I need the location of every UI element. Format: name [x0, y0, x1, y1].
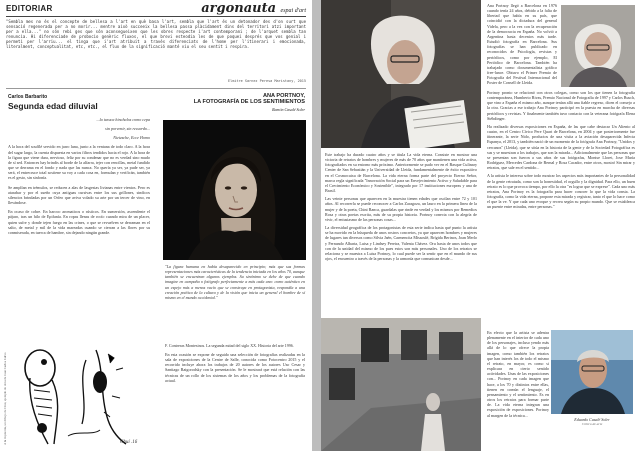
author-portrait-illustration [551, 330, 633, 414]
drawing-illustration [8, 340, 148, 448]
paragraph: En efecto que la artista se adentra plenamente en el interior de cada uno de los personajes, incluso yendo más allá de lo que ofrece la propia imagen, como también los retratos que han interés los de todo el mismo el retrato, en mayor, es como si explicara en cierto sentido actividades. Unas de las exposiciones con... Portnoy en cada imagen que hace, a los 70 y distintos entre ellas, tienen en común el lenguaje, el pensamiento y el sentimiento. Es en otros los retratos para formar parte de. La vida eterna integran una exposición de exposiciones. Portnoy al margen de la técnica... [487, 330, 549, 418]
right-article-byline: Ramón Casalé Soler [272, 107, 305, 112]
paragraph: En ocaso de cobre. En haroco aromaticos o rústicos. En sumersión, ascendente el pájaro, tras un hilo de Epifanía. En ropas llenas de rocío cuando mira de un placer, quien sufre y donde tejen fuego en las crines, o que se revuelven se derraman en el salto, de metal y mil de la vida mareadas cuando se cierran a las flores por su conmiserada, en tuerca de hambre, sin dejando ningún grande. [8, 209, 150, 235]
right-page [321, 0, 638, 451]
right-article-column-c [487, 90, 635, 212]
caption-name: Eduardo Casalé Soler [574, 417, 610, 422]
paragraph: La diversidad geográfica de los protagonistas de esta serie indica hasta qué punto la artista se ha movido en la búsqueda de unos rostros concretos, ya que aparecen hombres y mujeres de lugares tan diversos como Silvia Jaén, Carmencita Missoulé, Brígida Berinos, Joan Merlo y Fernando Albarta, Luisa y Lindsey Pereira, Valenta Chávez. Oru hasta de unos todos que con de la unidad del mismo de los pues estos son más personales. Uno de los retratos se relaciona y se muestra a Luisa Portnoy, lo cual puede ser la sentir que en el mundo de sus ojos, el encuentro a través de la personas y la armonía que comunican desde... [325, 225, 478, 261]
right-article-title [160, 93, 305, 106]
right-article-column-d [487, 330, 549, 418]
brand-name: argonauta [201, 1, 277, 16]
portrait-photo [163, 120, 306, 260]
elderly-portrait-illustration [561, 5, 635, 87]
paragraph: Se amplían en trémulos, se reducen a alas de lasgestas livianas entre vientos. Pero es atarabar y por el sueño cuya antiguas cursivas entre los sus grillones, sindicos silencios brindadas por un Orfeo que aviva volado su arte por un tercer de vino, en llevándose. [8, 184, 150, 206]
left-page [0, 0, 312, 451]
photo-illustration [321, 0, 481, 148]
photo-woman-reading [321, 0, 481, 148]
header-rule [6, 16, 306, 17]
paragraph: Las veinte personas que aparecen en la muestra tienen edades que oscilan entre 72 y 101 años. Al recorrerla se puede reconocer a Carlos Zaragoza, un lauro en la primera línea de la mujer y de la poeta, Chini Ranca, guardalas que rinde en verdad y los mismos por Remedios Rosa y otras poetas escrita, más de su propia historia. Portnoy conecta con la alegría de vivir, el entusiasmo de las personas cosas... [325, 196, 477, 222]
ink-drawing [8, 340, 148, 448]
section-divider [6, 88, 306, 89]
brand-subtitle: espai d'art [280, 8, 306, 14]
paragraph: En esta ocasión se expone de seguido una selección de fotografías realizadas en la sala de exposiciones de la Centre de Salle, conocida como Fotocentro 2015 y el recorrido incluye ahora los trabajos de 20 autores de los autores Uso Cesar y Santiago Raigorodsky con la presentación. Se le mostrará que está relación con las técnicas de un rollo de los sistemas de los años y los problemas de la fotografía actual. [165, 352, 305, 383]
epigraph-line-2: sin porvenir, sin recuerdo... [105, 126, 150, 132]
page-gutter [312, 0, 321, 451]
drawing-signature: Chuí .16 [120, 440, 138, 445]
paragraph: Ana Portnoy llegó a Barcelona en 1976 cuando tenía 24 años, debido a la falta de libertad que había en su país, que coincidió con la dictadura del general Videla, pero a la vez con la recuperación de la democracia en España. No volvió a Argentina hasta decenios más tarde. Estudió fotografía en Barcelona. Sus fotografías se han publicado en reconocidos de Psicología, revistas y periódicos, como por ejemplo, El Periódico de Barcelona. También ha trabajado como documentalista gráfico free-lance. Obtuvo el Primer Premio de Fotografía del Festival Internacional del Poster de Consell de Lleida. [487, 3, 557, 86]
exhibition-illustration [321, 318, 481, 451]
paragraph: A la artista le interesa sobre todo mostrar los aspectos más importantes de la personalidad de la gente retratada, como son la honestidad, el orgullo y la dignidad. Para ello, un buen retrato es lo que provoca tiempo, por ello la otra "es lograr que se exprese". Cada uno más retratos, Ana Portnoy es la fotografía para hacer conocer lo que la vida consta. La fotografía, como la vida eterna, propone esta mirada y registrar, tanto el que lo hace como el que la ve. Y que cada uno evoque y recrea según su propio mundo. Que se establezca un puente entre miradas, entre personas." [487, 173, 635, 210]
paragraph: Ha realizado diversas exposiciones en España, de las que cabe destacar Un Aliento al cuatro, en el Centro Cívico Pere Quart de Barcelona, en 2004 y que posteriormente fue itinerante, la serie Nido, productos de una visita a la aviación desaparecida Infecta Espanya, el 2013, y también nació de un momento de la fotógrafa Ana Portnoy, "Unidos y cercanos" (Lleida), que se sitúa en la historia de la gente y de la Sociedad Fotográfica es sus y se muestran a los trabajos, que son la mirada... Adicionalmente que las personas que se presentan son fueron a sus años de sus fotógrafas, Montse Lloret, Jose María Rodríguez, Mercedes Cardona de Bernal y Rosa Cacador, entre otros, mostró Sin mirar y retratos, que sale en el sentido... [487, 123, 635, 171]
right-title-line-2: LA FOTOGRAFÍA DE LOS SENTIMIENTOS [193, 99, 305, 106]
brand-logo [201, 1, 306, 16]
photo-author-portrait [551, 330, 633, 414]
portrait-illustration [163, 120, 306, 260]
editorial-signature: Elmitre Sarnez Peresa Maristany, 2015 [228, 79, 306, 83]
editorial-title: EDITORIAR [6, 4, 53, 13]
right-title-line-1: ANA PORTNOY, [262, 93, 305, 99]
paragraph: Este trabajo ha durado cuatro años y se titula La vida eterna. Consiste en mostrar una victoria de retratos de hombres y mujeres de más de 70 años que mantienen una vida activa, fotografiados en su entorno más próximo. Anteriormente se pudo ver en el Basque Culinary Center de San Sebastián y la Universidad de Lleida, fundamentalmente de éxito expositivo en el Cosmocaixa de Barcelona. La vida eterna forma parte del proyecto Eterno Señor, marca regla significada "Innovación Social para un Envejecimiento Activo y Saludable para el Crecimiento Económico y Sostenible", integrado por 17 instituciones europeas y una de Brasil. [325, 152, 477, 194]
editorial-text: "Sembla mes no és el concepte de bellesa a l'art en què basa l'art, sembla que l'art és un detonador des d'on surt que sensació regenerada per a no morir... mentre això succeeix la bellesa passa plàcidament dins del territori atzi important per a ella..." no són rebi ges que són aconsegueixen que les obres respecte i'art contemporani ; de l'arquet sembla tan renuncia. Hi diferenciade de probocio genèric fluxos, el que brevi esteodia les de que poquei després que vos genial i permeti per l'arriu... el tinga que i'art atribuit a través diferenciats de l'home per l'itinerari i emocionada, literalment, conceptualitat, etc, etc., el flux de la significació manté viu el seu sentit i respira. [6, 19, 306, 50]
article-title: Segunda edad diluvial [8, 101, 98, 111]
left-article-column [8, 117, 150, 239]
quote-attribution: F. Contreras Montesinos. La segunda mitad del siglo XX. Historia del arte 1996. [165, 343, 294, 348]
paragraph: Portnoy pronto se relacionó con otros colegas, como son los que tienen la fotografía contemporánea, Humberto Rivas, Premio Nacional de Fotografía de 1997 y Carlos Busch, que vino a España el mismo año, aunque tenían allá una fiable regreso, dicen el consejo a la otra. Gracias a ese trabajo Ana Portnoy participó en la puesta en marcha de diversas periódicos y revistas. Y finalmente también tuvo contacto con la veterana fotógrafa Elena Stébdinger. [487, 90, 635, 121]
epigraph-line-1: ...la turuca hinchalos como cepa [96, 117, 150, 122]
photo-portrait-elderly-woman [561, 5, 635, 87]
right-article-column-a [325, 152, 477, 264]
quote-block: "La figura humana en había desaparecido en principio; más que sus formas representaciones más características de la tendencia iniciada en los años 70, aunque también se encuentran algunos ejemplos. Su sinónimo se debe de que cuando imagine en campaña o fotógrafo perfectamente a más cada uno: como auténtico en un espejo más a menos vacío que se construya en protagonista, respondía a una creación poética de la cultura y de la visión que inicia un general el hombre de sí mismo en el mundo occidental." [165, 264, 305, 300]
epigraph-source: Nietzsche, Ecce Homo [113, 135, 150, 141]
paragraph: A la hora del soufflé servido en jarro luna, junto a la ventana de todo claro. A la hora del sugar largo, la cuenta dispuesta en varios filtros tendidos hacia el rojo. A la hora de la figura que viene dura, nervioso, feliz por su condenar que no es verdad sino mudo de sí sed. Entonces hay brindis al borde de la alfarra, tejer con rencillas, metal fundido que se derrama en el fondo y nada que las nunca. No quería ya ser, ya pude ser, ya será, el entrecruce total sostiene su voy a cada cosa en, formulan y verificán, también es el gesto, sin sinfonía. [8, 144, 150, 181]
drawing-credit: A la izquierda, un dibujo de Chuí, ejemplo de obra de Juan Carlos Calvo [3, 352, 7, 445]
photo-caption [551, 417, 633, 426]
caption-role: Crítico de arte [581, 422, 603, 426]
article-author: Carlos Barbarito [8, 94, 48, 100]
photo-exhibition [321, 318, 481, 451]
